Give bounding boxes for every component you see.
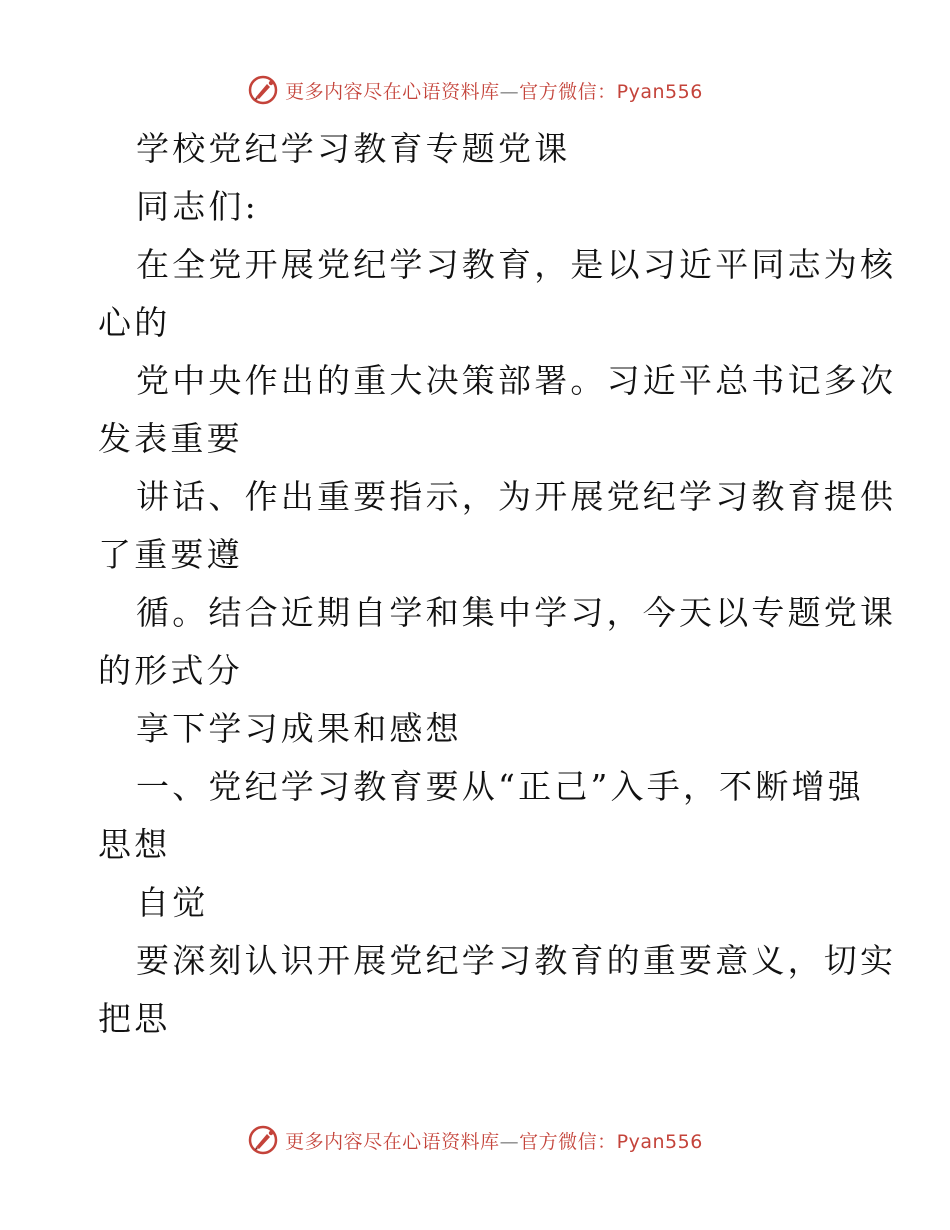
- document-line: 发表重要: [98, 419, 243, 458]
- watermark-separator: —: [499, 80, 520, 103]
- watermark-brand: 更多内容尽在心语资料库: [285, 1130, 500, 1153]
- watermark-text: [285, 77, 703, 104]
- document-line: 要深刻认识开展党纪学习教育的重要意义，切实: [136, 941, 897, 980]
- document-line: 享下学习成果和感想: [136, 709, 462, 748]
- pen-circle-logo-icon: [247, 1124, 279, 1156]
- document-line: 了重要遵: [98, 535, 243, 574]
- document-line: 同志们:: [136, 187, 259, 226]
- document-line: 循。结合近期自学和集中学习，今天以专题党课: [136, 593, 897, 632]
- document-line: 心的: [98, 303, 171, 342]
- document-line: 在全党开展党纪学习教育，是以习近平同志为核: [136, 245, 897, 284]
- pen-circle-logo-icon: [247, 74, 279, 106]
- document-line: 的形式分: [98, 651, 243, 690]
- document-line: 自觉: [136, 883, 209, 922]
- document-line: 思想: [98, 825, 171, 864]
- watermark-text: [285, 1127, 703, 1154]
- header-watermark: [0, 70, 950, 110]
- document-line: 把思: [98, 999, 171, 1038]
- footer-watermark: [0, 1120, 950, 1160]
- document-line: 党中央作出的重大决策部署。习近平总书记多次: [136, 361, 897, 400]
- watermark-brand: 更多内容尽在心语资料库: [285, 80, 500, 103]
- document-body: [98, 120, 897, 1048]
- document-line: 一、党纪学习教育要从“正己”入手，不断增强: [136, 767, 864, 806]
- watermark-separator: —: [499, 1130, 520, 1153]
- watermark-wechat: 官方微信：Pyan556: [519, 1130, 703, 1153]
- watermark-wechat: 官方微信：Pyan556: [519, 80, 703, 103]
- document-line: 讲话、作出重要指示，为开展党纪学习教育提供: [136, 477, 897, 516]
- document-line: 学校党纪学习教育专题党课: [136, 129, 571, 168]
